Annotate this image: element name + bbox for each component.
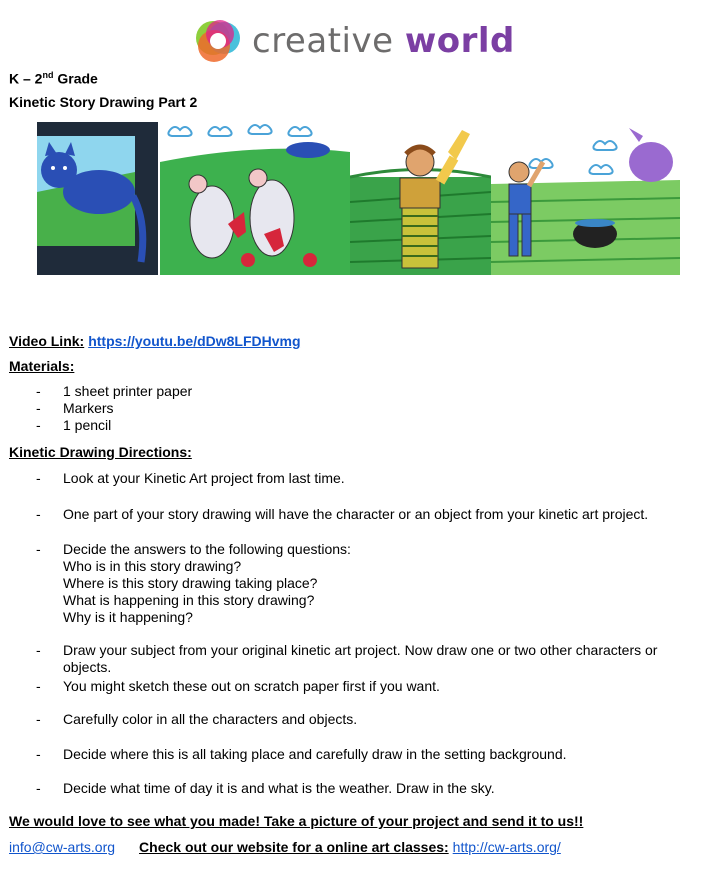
call-to-action: We would love to see what you made! Take a picture of your project and send it to us!! [9, 813, 584, 829]
grade-suffix: Grade [53, 70, 98, 87]
direction-text: Decide the answers to the following questions: [63, 541, 351, 557]
brand-logo [190, 16, 515, 66]
mice-knitting-drawing [160, 122, 350, 275]
question-text: Why is it happening? [63, 609, 193, 625]
grade-sup: nd [42, 70, 54, 80]
list-dash: - [36, 746, 41, 762]
list-dash: - [36, 417, 41, 433]
logo-ring-icon [190, 16, 246, 66]
direction-text: Carefully color in all the characters and objects. [63, 711, 358, 727]
page-title: Kinetic Story Drawing Part 2 [9, 94, 198, 110]
direction-item [36, 506, 706, 523]
list-dash: - [36, 642, 41, 658]
grade-prefix: K – 2 [9, 70, 43, 87]
question-text: Who is in this story drawing? [63, 558, 242, 574]
direction-text: You might sketch these out on scratch paper first if you want. [63, 678, 440, 694]
direction-text: Decide what time of day it is and what is the weather. Draw in the sky. [63, 780, 495, 796]
video-link[interactable]: https://youtu.be/dDw8LFDHvmg [88, 333, 301, 349]
website-link[interactable]: http://cw-arts.org/ [452, 839, 561, 855]
materials-heading: Materials: [9, 358, 75, 374]
direction-text: Decide where this is all taking place and carefully draw in the setting background. [63, 746, 567, 762]
question-text: Where is this story drawing taking place? [63, 575, 318, 591]
direction-item-questions [36, 541, 706, 626]
logo-wordmark [252, 21, 515, 61]
footer [9, 839, 561, 855]
direction-item [36, 470, 706, 487]
direction-item [36, 678, 706, 695]
video-link-label: Video Link: [9, 333, 85, 349]
list-dash: - [36, 780, 41, 796]
list-dash: - [36, 541, 41, 557]
material-item: 1 pencil [63, 417, 112, 433]
logo-word-world: world [404, 21, 515, 61]
list-item [36, 383, 192, 400]
blue-cat-drawing [37, 122, 158, 275]
list-dash: - [36, 678, 41, 694]
question-text: What is happening in this story drawing? [63, 592, 315, 608]
grade-level [9, 70, 98, 87]
list-dash: - [36, 711, 41, 727]
material-item: 1 sheet printer paper [63, 383, 193, 399]
list-dash: - [36, 506, 41, 522]
direction-item [36, 642, 706, 676]
direction-item [36, 746, 706, 763]
direction-text: One part of your story drawing will have the character or an object from your kinetic art project. [63, 506, 649, 522]
list-item [36, 417, 192, 434]
direction-item [36, 711, 706, 728]
list-item [36, 400, 192, 417]
direction-text: Look at your Kinetic Art project from last time. [63, 470, 345, 486]
boy-and-bird-drawing [491, 122, 680, 275]
direction-text: Draw your subject from your original kinetic art project. Now draw one or two other characters or objects. [63, 642, 658, 675]
materials-list [36, 383, 192, 434]
website-label: Check out our website for a online art classes: [139, 839, 449, 855]
directions-heading: Kinetic Drawing Directions: [9, 444, 192, 460]
list-dash: - [36, 400, 41, 416]
email-link[interactable]: info@cw-arts.org [9, 839, 116, 855]
list-dash: - [36, 470, 41, 486]
material-item: Markers [63, 400, 114, 416]
logo-word-creative: creative [252, 21, 394, 61]
example-artwork-strip [37, 122, 680, 275]
boy-waving-drawing [350, 122, 491, 275]
direction-item [36, 780, 706, 797]
list-dash: - [36, 383, 41, 399]
video-link-row [9, 333, 301, 349]
